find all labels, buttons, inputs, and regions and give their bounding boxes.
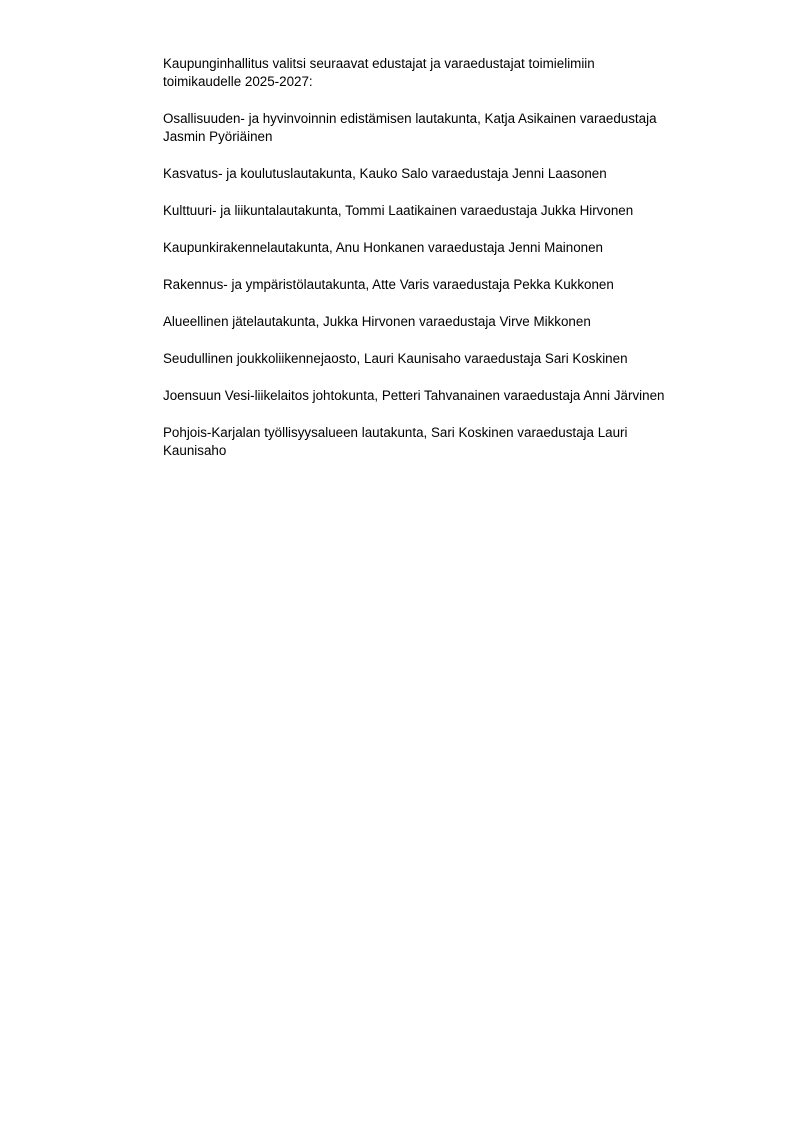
appointment-entry: Joensuun Vesi-liikelaitos johtokunta, Petteri Tahvanainen varaedustaja Anni Järvinen [163, 388, 665, 403]
appointment-entry: Kasvatus- ja koulutuslautakunta, Kauko Salo varaedustaja Jenni Laasonen [163, 166, 607, 181]
appointment-entry: Kulttuuri- ja liikuntalautakunta, Tommi Laatikainen varaedustaja Jukka Hirvonen [163, 203, 634, 218]
document-page [163, 55, 723, 479]
appointment-entry: Alueellinen jätelautakunta, Jukka Hirvonen varaedustaja Virve Mikkonen [163, 314, 591, 329]
appointment-entry: Pohjois-Karjalan työllisyysalueen lautakunta, Sari Koskinen varaedustaja Lauri Kaunisaho [163, 425, 628, 458]
appointment-entry: Osallisuuden- ja hyvinvoinnin edistämisen lautakunta, Katja Asikainen varaedustaja Jasmin Pyöriäinen [163, 111, 657, 144]
appointment-entry: Seudullinen joukkoliikennejaosto, Lauri Kaunisaho varaedustaja Sari Koskinen [163, 351, 628, 366]
appointment-entry: Kaupunkirakennelautakunta, Anu Honkanen varaedustaja Jenni Mainonen [163, 240, 603, 255]
intro-paragraph: Kaupunginhallitus valitsi seuraavat edustajat ja varaedustajat toimielimiin toimikaudelle 2025-2027: [163, 56, 595, 89]
appointment-entry: Rakennus- ja ympäristölautakunta, Atte Varis varaedustaja Pekka Kukkonen [163, 277, 614, 292]
